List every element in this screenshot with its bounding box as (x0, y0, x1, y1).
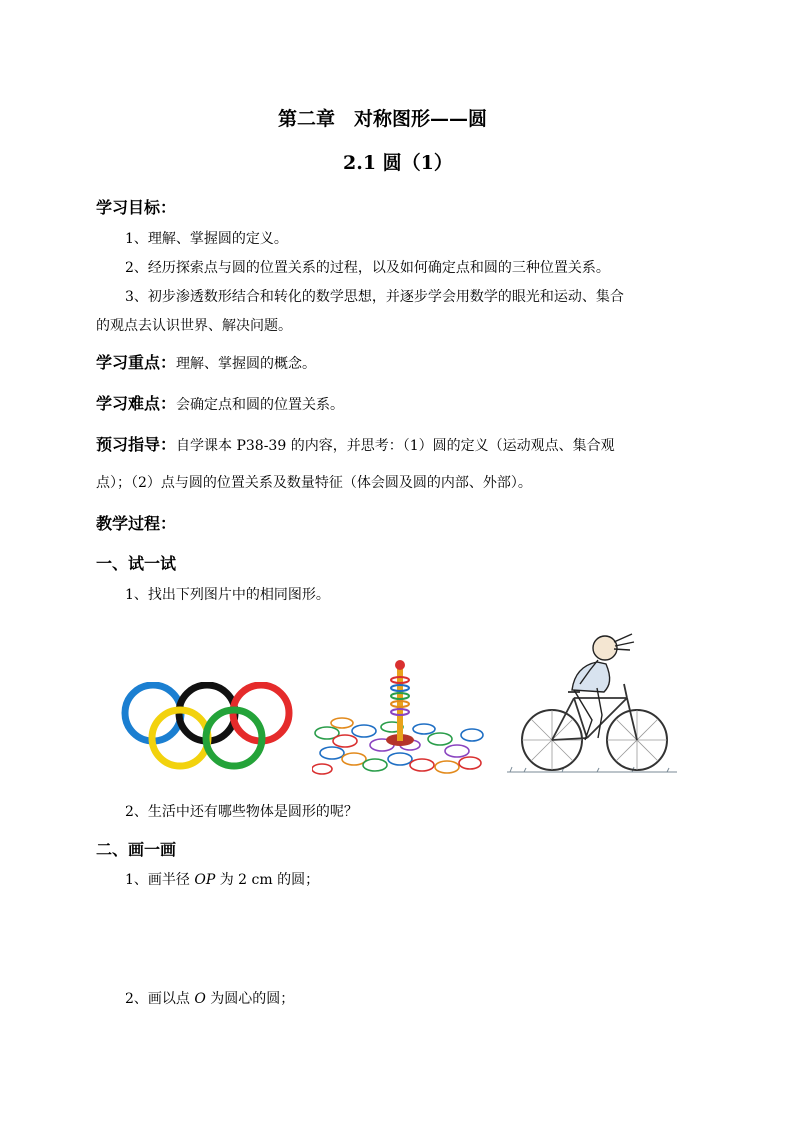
section1-question-1: 1、找出下列图片中的相同图形。 (125, 587, 330, 603)
preview-line (96, 432, 615, 455)
section-title: 2.1 圆（1） (343, 152, 453, 174)
objective-item: 1、理解、掌握圆的定义。 (125, 231, 288, 247)
section1-question-2: 2、生活中还有哪些物体是圆形的呢？ (125, 804, 358, 820)
chapter-title: 第二章 对称图形——圆 (278, 108, 488, 130)
section2-question-2 (125, 988, 294, 1008)
preview-text-cont: 点）；（2）点与圆的位置关系及数量特征（体会圆及圆的内部、外部）。 (96, 475, 532, 491)
bicycle-rider-image (502, 620, 682, 780)
difficulty-line (96, 391, 344, 414)
q1-suffix: 为 2 cm 的圆； (215, 872, 320, 888)
objective-item: 3、初步渗透数形结合和转化的数学思想，并逐步学会用数学的眼光和运动、集合 (125, 289, 624, 305)
olympic-rings-image (118, 682, 293, 772)
q1-variable: OP (194, 872, 216, 888)
section2-question-1 (125, 869, 319, 889)
difficulty-text: 会确定点和圆的位置关系。 (176, 397, 345, 413)
objectives-heading: 学习目标： (96, 198, 177, 217)
key-point-line (96, 350, 316, 373)
preview-text: 自学课本 P38-39 的内容，并思考：（1）圆的定义（运动观点、集合观 (176, 438, 615, 454)
q2-prefix: 2、画以点 (125, 991, 195, 1007)
objective-item: 2、经历探索点与圆的位置关系的过程，以及如何确定点和圆的三种位置关系。 (125, 260, 610, 276)
preview-heading: 预习指导： (96, 435, 177, 454)
ring-toss-image (312, 655, 487, 780)
q2-suffix: 为圆心的圆； (205, 991, 295, 1007)
objective-item: 的观点去认识世界、解决问题。 (96, 318, 292, 334)
key-point-heading: 学习重点： (96, 353, 177, 372)
difficulty-heading: 学习难点： (96, 394, 177, 413)
section1-heading: 一、试一试 (96, 554, 177, 573)
process-heading: 教学过程： (96, 514, 177, 533)
section2-heading: 二、画一画 (96, 840, 177, 859)
key-point-text: 理解、掌握圆的概念。 (176, 356, 317, 372)
q2-variable: O (194, 991, 206, 1007)
q1-prefix: 1、画半径 (125, 872, 195, 888)
